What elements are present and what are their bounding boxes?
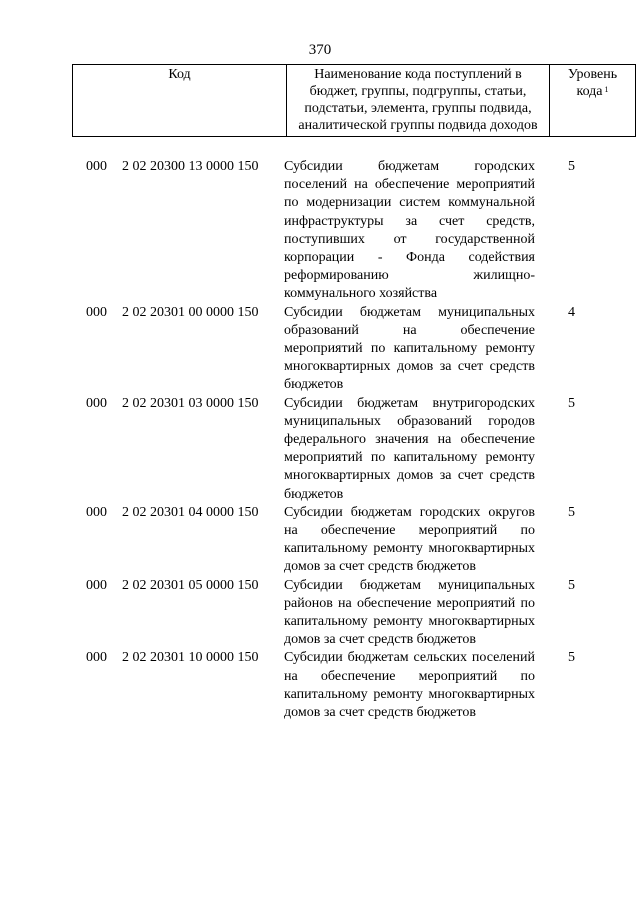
code-level: 5 (568, 650, 575, 666)
header-level-label: Уровень кода (567, 67, 618, 99)
table-body (72, 158, 608, 722)
table-row (72, 158, 608, 304)
table-header (72, 64, 636, 137)
code-description: Субсидии бюджетам сельских поселений на обеспечение мероприятий по капитальному ремонту многоквартирных домов за счет средств бюджетов (284, 650, 535, 721)
code-level: 5 (568, 159, 575, 174)
code-level: 5 (568, 577, 575, 593)
footnote-marker: 1 (604, 85, 609, 94)
code-level: 5 (568, 504, 575, 520)
header-name: Наименование кода поступлений в бюджет, группы, подгруппы, статьи, подстатьи, элемента, группы подвида, аналитической группы подвида доходов (287, 65, 550, 137)
code-description: Субсидии бюджетам муниципальных районов на обеспечение мероприятий по капитальному ремонту многоквартирных домов за счет средств бюджетов (284, 577, 535, 648)
header-level (550, 65, 636, 137)
code-level: 5 (568, 395, 575, 411)
budget-code: 2 02 20301 00 0000 150 (122, 304, 259, 320)
header-row (73, 65, 636, 137)
table-row (72, 395, 608, 504)
budget-code: 2 02 20301 04 0000 150 (122, 504, 259, 520)
code-description: Субсидии бюджетам внутригородских муниципальных образований городов федерального значения на обеспечение мероприятий по капитальному ремонту многоквартирных домов за счет средств бюджетов (284, 395, 535, 502)
admin-code: 000 (86, 304, 107, 320)
admin-code: 000 (86, 395, 107, 411)
admin-code: 000 (86, 504, 107, 520)
budget-code: 2 02 20300 13 0000 150 (122, 159, 259, 174)
table-row (72, 649, 608, 722)
table-row (72, 504, 608, 577)
admin-code: 000 (86, 577, 107, 593)
page-number: 370 (308, 42, 332, 58)
admin-code: 000 (86, 159, 107, 174)
code-description: Субсидии бюджетам городских поселений на обеспечение мероприятий по модернизации систем коммунальной инфраструктуры за счет средств, поступивших от государственной корпорации - Фонда содействия реформированию жилищно-коммунального хозяйства (284, 159, 535, 302)
code-level: 4 (568, 304, 575, 320)
code-description: Субсидии бюджетам муниципальных образований на обеспечение мероприятий по капитальному ремонту многоквартирных домов за счет средств бюджетов (284, 304, 535, 393)
table-row (72, 577, 608, 650)
header-code: Код (73, 65, 287, 137)
budget-code: 2 02 20301 10 0000 150 (122, 650, 259, 666)
budget-code: 2 02 20301 05 0000 150 (122, 577, 259, 593)
table-row (72, 304, 608, 395)
budget-code: 2 02 20301 03 0000 150 (122, 395, 259, 411)
admin-code: 000 (86, 650, 107, 666)
code-description: Субсидии бюджетам городских округов на обеспечение мероприятий по капитальному ремонту многоквартирных домов за счет средств бюджетов (284, 504, 535, 575)
